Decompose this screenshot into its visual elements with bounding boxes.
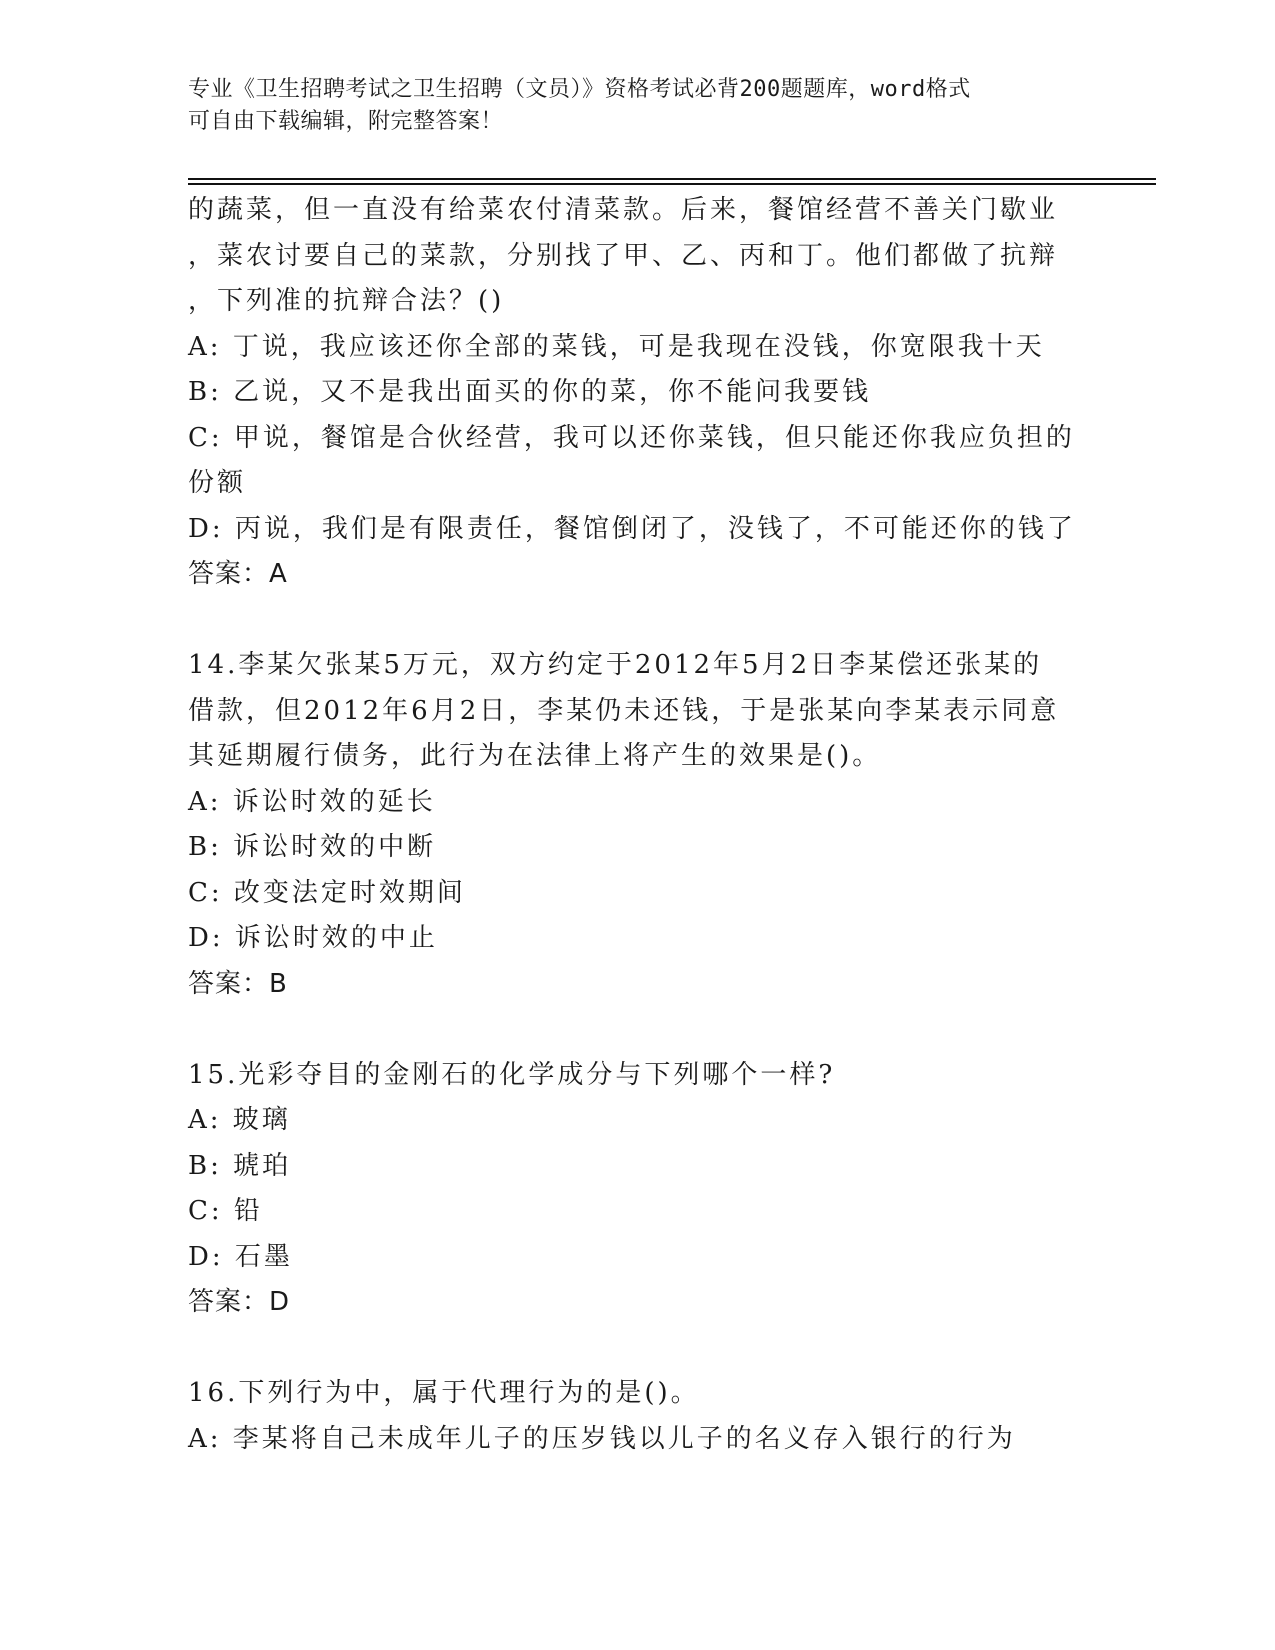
option-c: C: 甲说，餐馆是合伙经营，我可以还你菜钱，但只能还你我应负担的 bbox=[188, 422, 1075, 453]
question-stem-line: ，下列准的抗辩合法？() bbox=[188, 286, 505, 316]
question-13 bbox=[188, 188, 1088, 598]
answer-line: 答案：A bbox=[188, 559, 288, 589]
option-d: D: 丙说，我们是有限责任，餐馆倒闭了，没钱了，不可能还你的钱了 bbox=[188, 513, 1076, 544]
question-16 bbox=[188, 1371, 1088, 1462]
question-stem-line: ，菜农讨要自己的菜款，分别找了甲、乙、丙和丁。他们都做了抗辩 bbox=[188, 240, 1059, 271]
question-15 bbox=[188, 1053, 1088, 1326]
question-stem-line: 借款，但2012年6月2日，李某仍未还钱，于是张某向李某表示同意 bbox=[188, 695, 1060, 726]
question-gap bbox=[188, 598, 1088, 644]
option-d: D: 石墨 bbox=[188, 1241, 293, 1272]
header-line-1: 专业《卫生招聘考试之卫生招聘（文员）》资格考试必背200题题库，word格式 bbox=[188, 77, 971, 102]
question-stem-line: 的蔬菜，但一直没有给菜农付清菜款。后来，餐馆经营不善关门歇业 bbox=[188, 195, 1059, 225]
option-b: B: 诉讼时效的中断 bbox=[188, 832, 437, 862]
option-a: A: 玻璃 bbox=[188, 1105, 291, 1135]
question-stem-line: 其延期履行债务，此行为在法律上将产生的效果是()。 bbox=[188, 741, 882, 771]
question-14 bbox=[188, 643, 1088, 1007]
option-c: C: 铅 bbox=[188, 1196, 263, 1226]
option-b: B: 乙说，又不是我出面买的你的菜，你不能问我要钱 bbox=[188, 377, 872, 407]
question-stem-line: 16.下列行为中，属于代理行为的是()。 bbox=[188, 1378, 700, 1408]
question-gap bbox=[188, 1326, 1088, 1372]
answer-line: 答案：D bbox=[188, 1287, 291, 1317]
header-line-2: 可自由下载编辑，附完整答案！ bbox=[188, 109, 504, 134]
header-rule-bottom bbox=[188, 183, 1156, 185]
option-a: A: 李某将自己未成年儿子的压岁钱以儿子的名义存入银行的行为 bbox=[188, 1423, 1016, 1454]
option-a: A: 丁说，我应该还你全部的菜钱，可是我现在没钱，你宽限我十天 bbox=[188, 331, 1045, 362]
option-c: C: 改变法定时效期间 bbox=[188, 877, 466, 908]
option-b: B: 琥珀 bbox=[188, 1150, 292, 1181]
option-d: D: 诉讼时效的中止 bbox=[188, 923, 438, 953]
option-c-continued: 份额 bbox=[188, 468, 247, 498]
question-gap bbox=[188, 1007, 1088, 1053]
document-header bbox=[188, 74, 1088, 138]
document-body bbox=[188, 188, 1088, 1462]
answer-line: 答案：B bbox=[188, 968, 288, 999]
question-stem-line: 15.光彩夺目的金刚石的化学成分与下列哪个一样? bbox=[188, 1059, 836, 1090]
option-a: A: 诉讼时效的延长 bbox=[188, 786, 436, 817]
header-rule-top bbox=[188, 178, 1156, 180]
question-stem-line: 14.李某欠张某5万元，双方约定于2012年5月2日李某偿还张某的 bbox=[188, 650, 1043, 680]
